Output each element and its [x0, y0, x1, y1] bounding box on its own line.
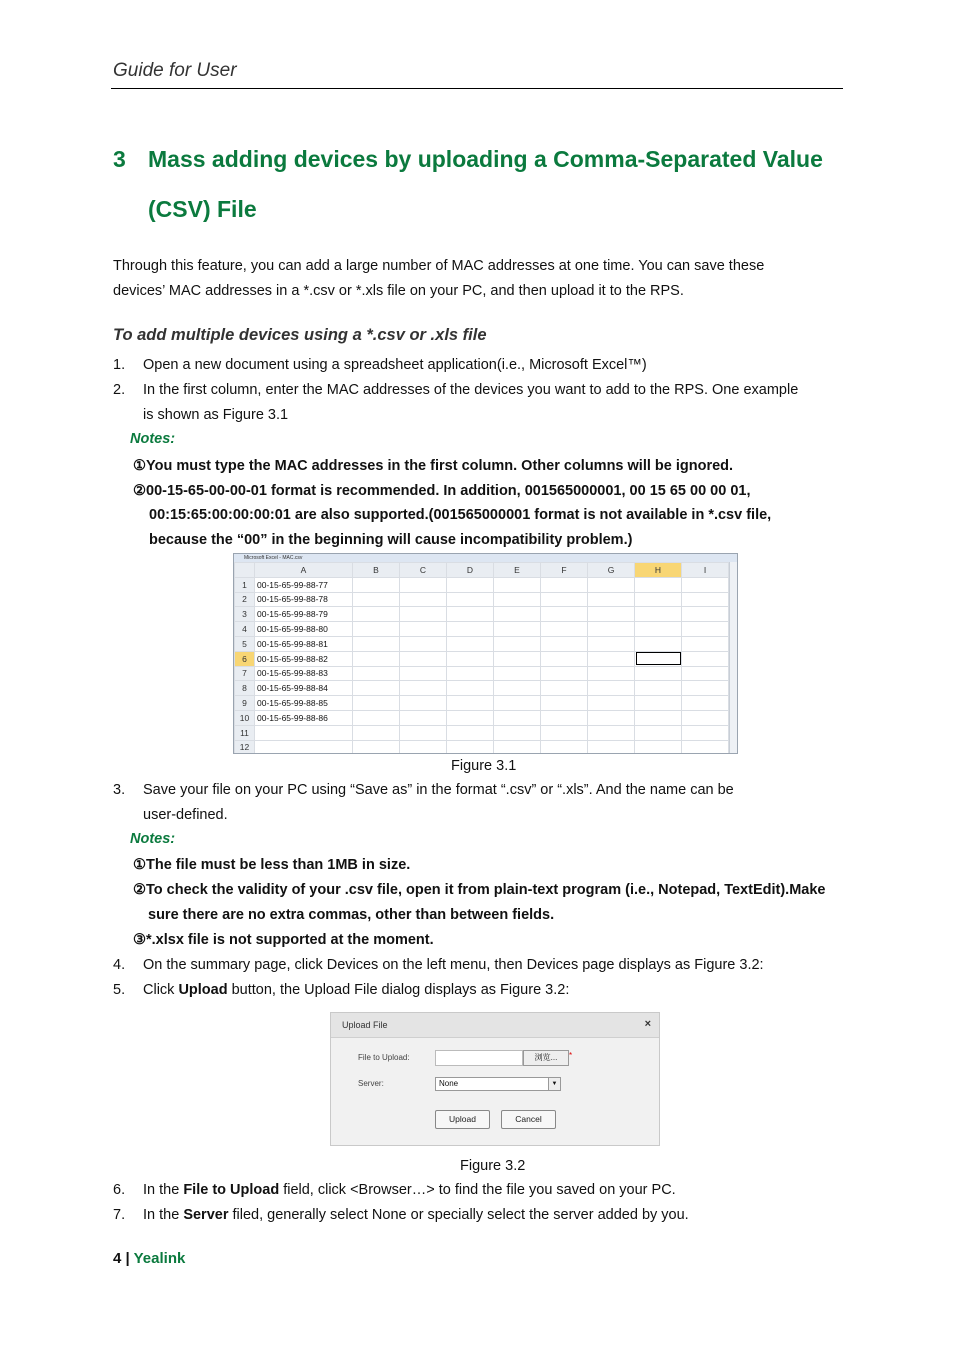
column-header: H — [635, 563, 682, 578]
empty-cell — [353, 740, 400, 754]
empty-cell — [494, 577, 541, 592]
file-to-upload-label: File to Upload: — [358, 1053, 410, 1062]
empty-cell — [400, 740, 447, 754]
empty-cell — [447, 740, 494, 754]
empty-cell — [635, 651, 682, 666]
column-header: B — [353, 563, 400, 578]
step-text: On the summary page, click Devices on the left menu, then Devices page displays as Figure 3.2: — [143, 957, 764, 973]
empty-cell — [541, 710, 588, 725]
table-row — [235, 696, 729, 711]
mac-address-cell: 00-15-65-99-88-86 — [255, 710, 353, 725]
note-2-line2: sure there are no extra commas, other than between fields. — [148, 907, 555, 923]
table-row — [235, 666, 729, 681]
empty-cell — [682, 592, 729, 607]
empty-cell — [635, 622, 682, 637]
empty-cell — [447, 577, 494, 592]
empty-cell — [447, 651, 494, 666]
empty-cell — [588, 622, 635, 637]
empty-cell — [494, 681, 541, 696]
notes-label: Notes: — [130, 431, 176, 447]
column-header: I — [682, 563, 729, 578]
empty-cell — [447, 725, 494, 740]
empty-cell — [541, 607, 588, 622]
close-icon[interactable]: × — [644, 1018, 651, 1030]
server-select[interactable] — [435, 1077, 561, 1091]
note-2-line1: ②To check the validity of your .csv file, open it from plain-text program (i.e., Notepad, TextEdit).Make — [133, 882, 826, 898]
note-2-line3: because the “00” in the beginning will cause incompatibility problem.) — [149, 532, 633, 548]
table-row — [235, 681, 729, 696]
file-to-upload-term: File to Upload — [183, 1182, 280, 1198]
cancel-button[interactable]: Cancel — [501, 1110, 556, 1129]
required-marker: * — [569, 1051, 573, 1060]
notes-label: Notes: — [130, 831, 176, 847]
file-path-input[interactable] — [435, 1050, 523, 1066]
step-number: 7. — [113, 1207, 126, 1223]
row-number: 2 — [235, 592, 255, 607]
step-5: 5. Click Upload button, the Upload File dialog displays as Figure 3.2: — [113, 978, 843, 1003]
mac-address-cell: 00-15-65-99-88-81 — [255, 636, 353, 651]
note-1: ①The file must be less than 1MB in size. — [133, 857, 411, 873]
mac-address-cell: 00-15-65-99-88-83 — [255, 666, 353, 681]
empty-cell — [635, 710, 682, 725]
row-number: 5 — [235, 636, 255, 651]
empty-cell — [588, 710, 635, 725]
empty-cell — [541, 651, 588, 666]
empty-cell — [353, 636, 400, 651]
empty-cell — [447, 681, 494, 696]
empty-cell — [635, 577, 682, 592]
empty-cell — [541, 622, 588, 637]
spreadsheet-grid — [234, 562, 729, 754]
empty-cell — [588, 696, 635, 711]
empty-cell — [635, 696, 682, 711]
empty-cell — [400, 681, 447, 696]
note-2-line2: 00:15:65:00:00:00:01 are also supported.(001565000001 format is not available in *.csv file, — [149, 507, 772, 523]
step-7: 7. In the Server filed, generally select None or specially select the server added by you. — [113, 1203, 843, 1228]
brand-name: Yealink — [133, 1250, 186, 1267]
column-header: A — [255, 563, 353, 578]
empty-cell — [541, 636, 588, 651]
row-number: 4 — [235, 622, 255, 637]
empty-cell — [682, 681, 729, 696]
empty-cell — [494, 740, 541, 754]
empty-cell — [541, 666, 588, 681]
empty-cell — [353, 622, 400, 637]
table-row — [235, 710, 729, 725]
step-2 — [113, 378, 843, 403]
page-number: 4 — [113, 1250, 122, 1267]
server-selected-value: None — [439, 1079, 459, 1088]
upload-file-dialog — [330, 1012, 660, 1146]
empty-cell — [400, 696, 447, 711]
step-6: 6. In the File to Upload field, click <Browser…> to find the file you saved on your PC. — [113, 1178, 843, 1203]
empty-cell — [541, 696, 588, 711]
empty-cell — [682, 577, 729, 592]
empty-cell — [353, 666, 400, 681]
empty-cell — [494, 666, 541, 681]
empty-cell — [682, 725, 729, 740]
chapter-title-line1: Mass adding devices by uploading a Comma-Separated Value — [148, 146, 823, 172]
table-row — [235, 651, 729, 666]
empty-cell — [447, 666, 494, 681]
mac-address-cell: 00-15-65-99-88-80 — [255, 622, 353, 637]
table-row — [235, 725, 729, 740]
empty-cell — [400, 666, 447, 681]
note-1: ①You must type the MAC addresses in the first column. Other columns will be ignored. — [133, 458, 734, 474]
dialog-title: Upload File — [342, 1020, 388, 1030]
corner-cell — [235, 563, 255, 578]
empty-cell — [353, 607, 400, 622]
step-number: 5. — [113, 982, 126, 998]
empty-cell — [494, 725, 541, 740]
empty-cell — [447, 592, 494, 607]
empty-cell — [447, 607, 494, 622]
note-3: ③*.xlsx file is not supported at the moment. — [133, 932, 434, 948]
empty-cell — [400, 577, 447, 592]
empty-cell — [635, 607, 682, 622]
step-2-continuation: is shown as Figure 3.1 — [143, 407, 289, 423]
excel-screenshot — [233, 553, 738, 754]
empty-cell — [494, 710, 541, 725]
empty-cell — [682, 607, 729, 622]
column-header: F — [541, 563, 588, 578]
row-number: 7 — [235, 666, 255, 681]
chevron-down-icon[interactable]: ▼ — [548, 1078, 560, 1090]
server-term: Server — [183, 1207, 229, 1223]
mac-address-cell: 00-15-65-99-88-79 — [255, 607, 353, 622]
procedure-heading: To add multiple devices using a *.csv or .xls file — [113, 326, 487, 344]
empty-cell — [353, 577, 400, 592]
empty-cell — [588, 636, 635, 651]
empty-cell — [353, 681, 400, 696]
empty-cell — [682, 651, 729, 666]
step-text: In the first column, enter the MAC addresses of the devices you want to add to the RPS. One example — [143, 382, 799, 398]
page-footer — [113, 1250, 185, 1267]
step-text: Save your file on your PC using “Save as” in the format “.csv” or “.xls”. And the name can be — [143, 782, 734, 798]
empty-cell — [541, 592, 588, 607]
intro-line1: Through this feature, you can add a large number of MAC addresses at one time. You can save these — [113, 258, 765, 274]
mac-address-cell — [255, 740, 353, 754]
table-row — [235, 592, 729, 607]
upload-term: Upload — [178, 982, 228, 998]
empty-cell — [400, 710, 447, 725]
step-4 — [113, 953, 843, 978]
empty-cell — [588, 607, 635, 622]
empty-cell — [635, 725, 682, 740]
mac-address-cell: 00-15-65-99-88-82 — [255, 651, 353, 666]
empty-cell — [635, 740, 682, 754]
row-number: 10 — [235, 710, 255, 725]
empty-cell — [682, 696, 729, 711]
mac-address-cell: 00-15-65-99-88-84 — [255, 681, 353, 696]
empty-cell — [400, 725, 447, 740]
row-number: 1 — [235, 577, 255, 592]
empty-cell — [400, 622, 447, 637]
mac-address-cell: 00-15-65-99-88-77 — [255, 577, 353, 592]
step-number: 2. — [113, 382, 126, 398]
table-row — [235, 740, 729, 754]
vertical-scrollbar — [729, 562, 737, 753]
empty-cell — [494, 651, 541, 666]
row-number: 12 — [235, 740, 255, 754]
empty-cell — [588, 577, 635, 592]
step-number: 6. — [113, 1182, 126, 1198]
empty-cell — [400, 636, 447, 651]
empty-cell — [682, 636, 729, 651]
empty-cell — [588, 592, 635, 607]
empty-cell — [353, 710, 400, 725]
row-number: 9 — [235, 696, 255, 711]
empty-cell — [682, 622, 729, 637]
row-number: 6 — [235, 651, 255, 666]
table-row — [235, 577, 729, 592]
empty-cell — [588, 681, 635, 696]
empty-cell — [588, 666, 635, 681]
empty-cell — [447, 636, 494, 651]
empty-cell — [588, 740, 635, 754]
empty-cell — [682, 710, 729, 725]
empty-cell — [494, 607, 541, 622]
step-3-continuation: user-defined. — [143, 807, 228, 823]
table-row — [235, 622, 729, 637]
empty-cell — [400, 651, 447, 666]
empty-cell — [541, 577, 588, 592]
empty-cell — [447, 696, 494, 711]
column-header: D — [447, 563, 494, 578]
figure-3-2-caption: Figure 3.2 — [460, 1158, 526, 1174]
empty-cell — [682, 740, 729, 754]
excel-title-bar: Microsoft Excel - MAC.csv — [234, 554, 737, 562]
empty-cell — [400, 607, 447, 622]
empty-cell — [588, 725, 635, 740]
table-row — [235, 636, 729, 651]
column-header: E — [494, 563, 541, 578]
empty-cell — [353, 696, 400, 711]
column-header: G — [588, 563, 635, 578]
empty-cell — [447, 710, 494, 725]
step-3 — [113, 778, 843, 803]
empty-cell — [541, 725, 588, 740]
column-header: C — [400, 563, 447, 578]
server-label: Server: — [358, 1079, 384, 1088]
empty-cell — [682, 666, 729, 681]
empty-cell — [541, 681, 588, 696]
figure-3-1-caption: Figure 3.1 — [451, 758, 517, 774]
empty-cell — [588, 651, 635, 666]
empty-cell — [447, 622, 494, 637]
empty-cell — [494, 592, 541, 607]
empty-cell — [635, 681, 682, 696]
step-number: 4. — [113, 957, 126, 973]
step-1 — [113, 353, 843, 378]
step-text: Open a new document using a spreadsheet application(i.e., Microsoft Excel™) — [143, 357, 647, 373]
chapter-title-line2: (CSV) File — [148, 196, 257, 222]
step-number: 1. — [113, 357, 126, 373]
empty-cell — [353, 592, 400, 607]
empty-cell — [635, 636, 682, 651]
browse-button[interactable]: 浏览... — [523, 1050, 569, 1066]
note-2-line1: ②00-15-65-00-00-01 format is recommended. In addition, 001565000001, 00 15 65 00 00 01, — [133, 483, 751, 499]
empty-cell — [400, 592, 447, 607]
chapter-number: 3 — [113, 146, 126, 172]
step-number: 3. — [113, 782, 126, 798]
footer-separator: | — [125, 1250, 130, 1267]
mac-address-cell: 00-15-65-99-88-78 — [255, 592, 353, 607]
running-header: Guide for User — [113, 60, 237, 81]
upload-button[interactable]: Upload — [435, 1110, 490, 1129]
empty-cell — [494, 636, 541, 651]
intro-line2: devices’ MAC addresses in a *.csv or *.xls file on your PC, and then upload it to the RPS. — [113, 283, 684, 299]
dialog-header — [331, 1013, 659, 1038]
empty-cell — [635, 666, 682, 681]
empty-cell — [541, 740, 588, 754]
empty-cell — [494, 622, 541, 637]
empty-cell — [635, 592, 682, 607]
empty-cell — [353, 651, 400, 666]
header-rule — [111, 88, 843, 89]
empty-cell — [494, 696, 541, 711]
mac-address-cell — [255, 725, 353, 740]
empty-cell — [353, 725, 400, 740]
mac-address-cell: 00-15-65-99-88-85 — [255, 696, 353, 711]
row-number: 11 — [235, 725, 255, 740]
row-number: 8 — [235, 681, 255, 696]
row-number: 3 — [235, 607, 255, 622]
table-row — [235, 607, 729, 622]
